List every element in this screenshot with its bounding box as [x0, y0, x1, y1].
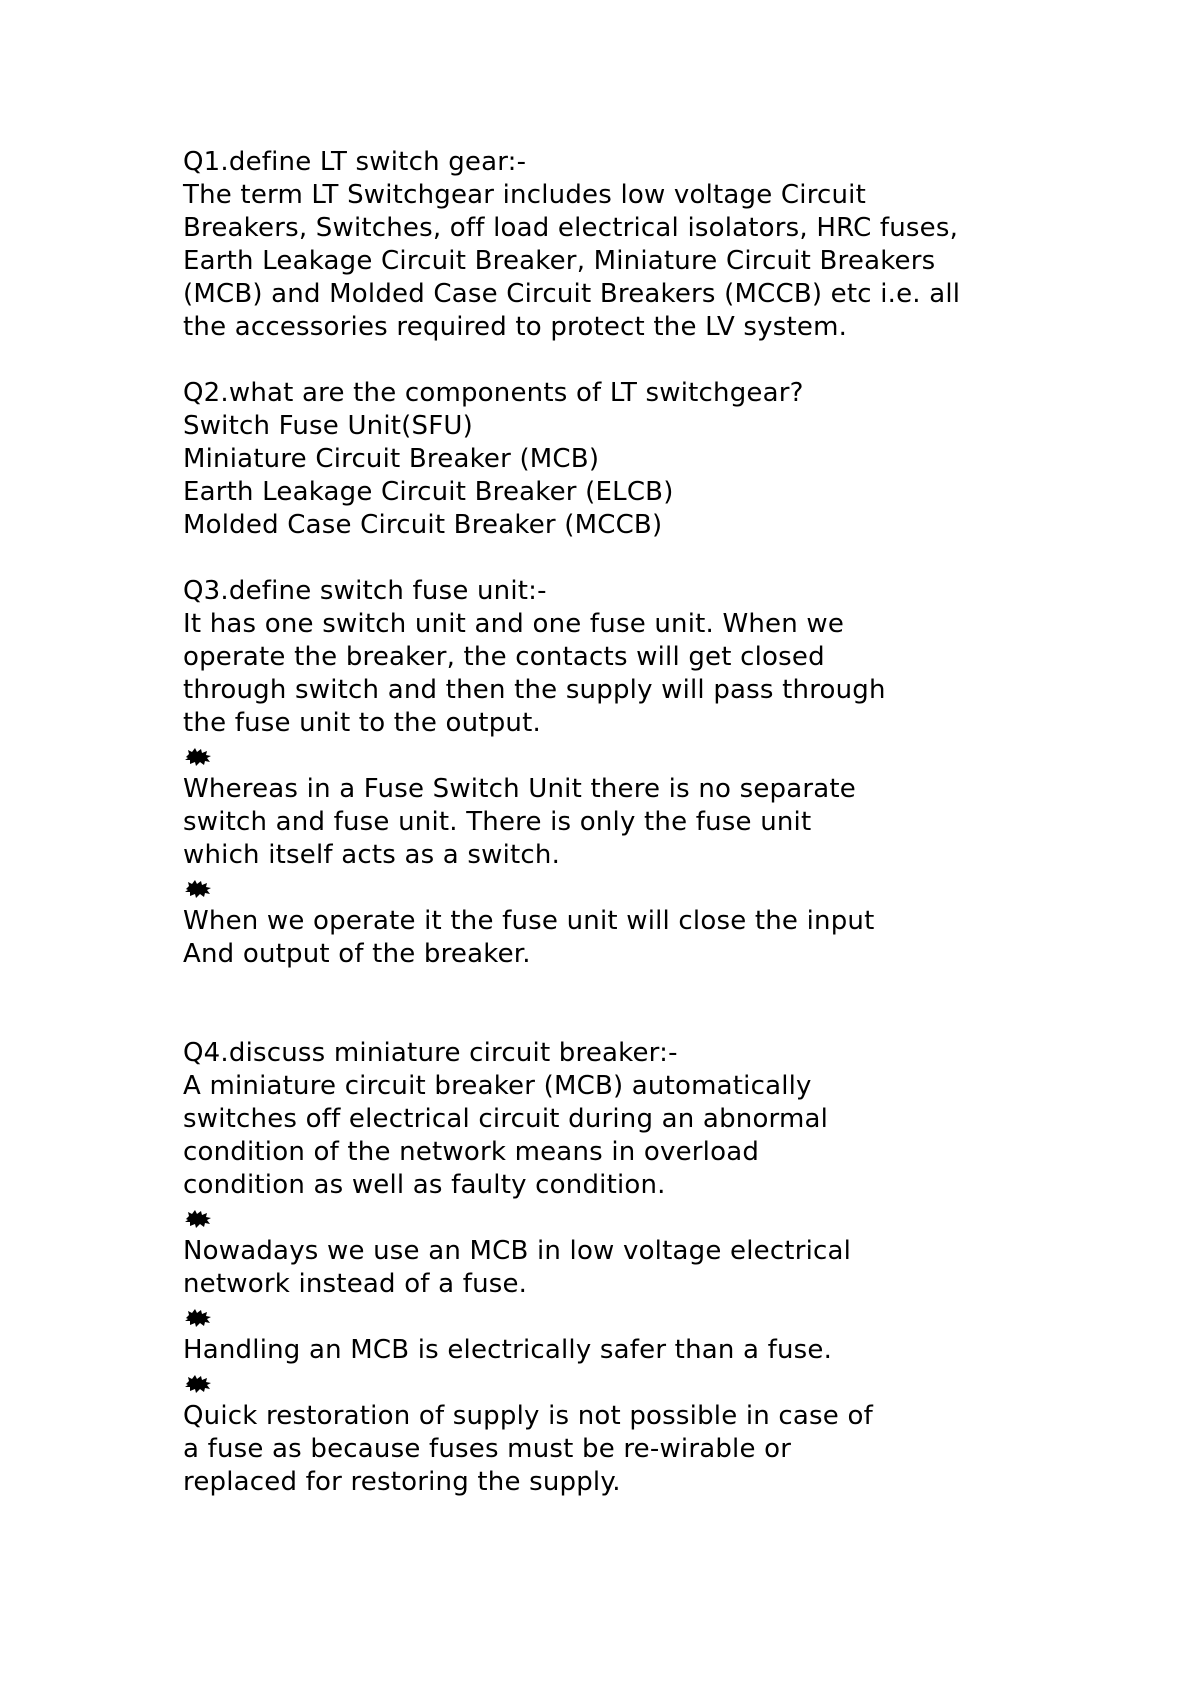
- answer-line: When we operate it the fuse unit will close the input: [183, 906, 875, 936]
- answer-line: network instead of a fuse.: [183, 1269, 528, 1299]
- answer-line: Molded Case Circuit Breaker (MCCB): [183, 510, 663, 540]
- answer-line: Miniature Circuit Breaker (MCB): [183, 444, 600, 474]
- answer-line: Handling an MCB is electrically safer than a fuse.: [183, 1335, 833, 1365]
- question-heading: Q3.define switch fuse unit:-: [183, 576, 547, 606]
- answer-line: (MCB) and Molded Case Circuit Breakers (MCCB) etc i.e. all: [183, 279, 961, 309]
- answer-line: Nowadays we use an MCB in low voltage electrical: [183, 1236, 852, 1266]
- answer-line: switch and fuse unit. There is only the fuse unit: [183, 807, 812, 837]
- starburst-bullet-icon: [184, 1210, 212, 1228]
- answer-line: which itself acts as a switch.: [183, 840, 561, 870]
- bullet-marker: [183, 1301, 1143, 1334]
- blank-line: [183, 971, 1143, 1004]
- answer-line: operate the breaker, the contacts will get closed: [183, 642, 825, 672]
- answer-line: Earth Leakage Circuit Breaker, Miniature Circuit Breakers: [183, 246, 936, 276]
- answer-line: the fuse unit to the output.: [183, 708, 541, 738]
- document-body: [183, 146, 1143, 1499]
- question-heading: Q4.discuss miniature circuit breaker:-: [183, 1038, 678, 1068]
- bullet-marker: [183, 1202, 1143, 1235]
- answer-line: Whereas in a Fuse Switch Unit there is no separate: [183, 774, 856, 804]
- question-heading: Q2.what are the components of LT switchgear?: [183, 378, 804, 408]
- answer-line: Earth Leakage Circuit Breaker (ELCB): [183, 477, 674, 507]
- answer-line: Quick restoration of supply is not possible in case of: [183, 1401, 873, 1431]
- answer-line: switches off electrical circuit during an abnormal: [183, 1104, 829, 1134]
- answer-line: condition of the network means in overload: [183, 1137, 760, 1167]
- starburst-bullet-icon: [184, 880, 212, 898]
- qa-section: [183, 377, 1143, 542]
- answer-line: the accessories required to protect the LV system.: [183, 312, 848, 342]
- starburst-bullet-icon: [184, 1309, 212, 1327]
- qa-section: [183, 1037, 1143, 1499]
- starburst-bullet-icon: [184, 748, 212, 766]
- answer-line: Breakers, Switches, off load electrical isolators, HRC fuses,: [183, 213, 959, 243]
- answer-line: through switch and then the supply will pass through: [183, 675, 886, 705]
- answer-line: It has one switch unit and one fuse unit. When we: [183, 609, 845, 639]
- answer-line: a fuse as because fuses must be re-wirable or: [183, 1434, 792, 1464]
- qa-section: [183, 146, 1143, 344]
- answer-line: replaced for restoring the supply.: [183, 1467, 621, 1497]
- answer-line: And output of the breaker.: [183, 939, 531, 969]
- answer-line: condition as well as faulty condition.: [183, 1170, 666, 1200]
- blank-line: [183, 1004, 1143, 1037]
- starburst-bullet-icon: [184, 1375, 212, 1393]
- blank-line: [183, 344, 1143, 377]
- question-heading: Q1.define LT switch gear:-: [183, 147, 527, 177]
- answer-line: The term LT Switchgear includes low voltage Circuit: [183, 180, 867, 210]
- bullet-marker: [183, 872, 1143, 905]
- blank-line: [183, 542, 1143, 575]
- answer-line: A miniature circuit breaker (MCB) automatically: [183, 1071, 812, 1101]
- bullet-marker: [183, 740, 1143, 773]
- bullet-marker: [183, 1367, 1143, 1400]
- answer-line: Switch Fuse Unit(SFU): [183, 411, 473, 441]
- qa-section: [183, 575, 1143, 971]
